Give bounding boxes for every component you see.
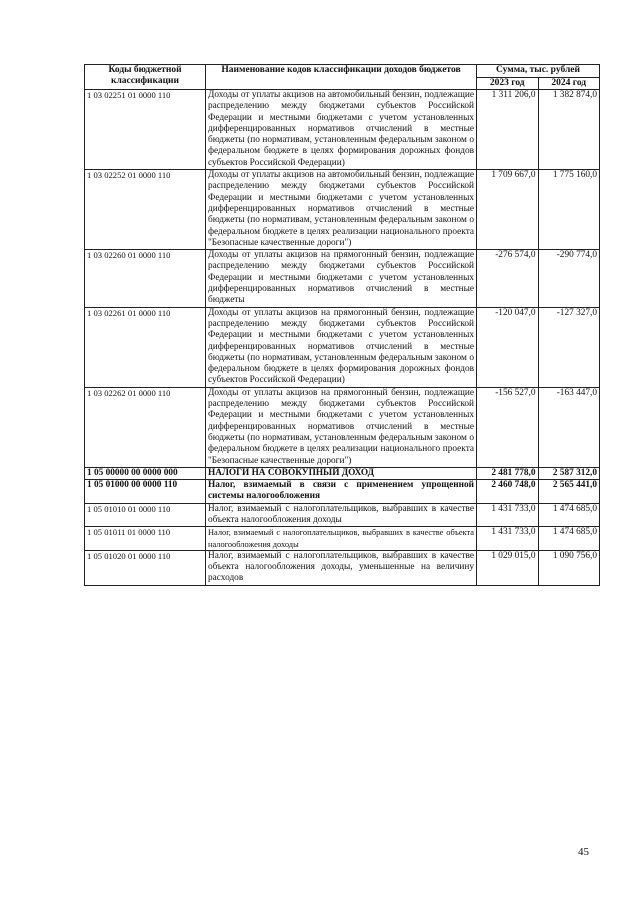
- row-name: НАЛОГИ НА СОВОКУПНЫЙ ДОХОД: [206, 467, 477, 479]
- row-code: 1 03 02260 01 0000 110: [85, 250, 206, 307]
- row-value-2023: 2 481 778,0: [477, 467, 539, 479]
- row-value-2024: 1 775 160,0: [538, 170, 600, 250]
- row-value-2023: -156 527,0: [477, 387, 539, 467]
- row-name: Налог, взимаемый с налогоплательщиков, выбравших в качестве объекта налогообложения доходы, уменьшенные на величину расходов: [206, 550, 477, 585]
- row-code: 1 03 02251 01 0000 110: [85, 90, 206, 170]
- row-value-2024: 2 565 441,0: [538, 480, 600, 504]
- table-row: [85, 387, 600, 467]
- row-name: Налог, взимаемый с налогоплательщиков, выбравших в качестве объекта налогообложения доходы: [206, 503, 477, 527]
- row-value-2023: -276 574,0: [477, 250, 539, 307]
- header-sum: Сумма, тыс. рублей: [477, 65, 600, 78]
- row-value-2024: 1 474 685,0: [538, 527, 600, 551]
- row-value-2024: -163 447,0: [538, 387, 600, 467]
- table-row: [85, 503, 600, 527]
- table-row: [85, 307, 600, 387]
- header-codes: Коды бюджетной классификации: [85, 65, 206, 90]
- row-name: Доходы от уплаты акцизов на прямогонный бензин, подлежащие распределению между бюджетами субъектов Российской Федерации и местными бюджетами с учетом установленных дифференцированных нормативов отчислений в местные бюджеты (по нормативам, установленным федеральным законом о федеральном бюджете в целях формирования дорожных фондов субъектов Российской Федерации): [206, 307, 477, 387]
- row-value-2023: -120 047,0: [477, 307, 539, 387]
- budget-document: [84, 64, 600, 586]
- table-row: [85, 250, 600, 307]
- row-name: Доходы от уплаты акцизов на автомобильный бензин, подлежащие распределению между бюджетами субъектов Российской Федерации и местными бюджетами с учетом установленных дифференцированных нормативов отчислений в местные бюджеты (по нормативам, установленным федеральным законом о федеральном бюджете в целях реализации национального проекта "Безопасные качественные дороги"): [206, 170, 477, 250]
- row-value-2023: 1 311 206,0: [477, 90, 539, 170]
- table-row: [85, 550, 600, 585]
- table-row: [85, 170, 600, 250]
- row-value-2023: 1 431 733,0: [477, 527, 539, 551]
- page-number: 45: [578, 846, 589, 858]
- table-row: [85, 90, 600, 170]
- row-value-2023: 1 029 015,0: [477, 550, 539, 585]
- row-name: Доходы от уплаты акцизов на прямогонный бензин, подлежащие распределению между бюджетами субъектов Российской Федерации и местными бюджетами с учетом установленных дифференцированных нормативов отчислений в местные бюджеты (по нормативам, установленным федеральным законом о федеральном бюджете в целях реализации национального проекта "Безопасные качественные дороги"): [206, 387, 477, 467]
- row-value-2024: -290 774,0: [538, 250, 600, 307]
- row-name: Налог, взимаемый в связи с применением упрощенной системы налогообложения: [206, 480, 477, 504]
- table-row-section: [85, 467, 600, 479]
- row-code: 1 03 02262 01 0000 110: [85, 387, 206, 467]
- row-code: 1 05 01011 01 0000 110: [85, 527, 206, 551]
- row-name: Доходы от уплаты акцизов на автомобильный бензин, подлежащие распределению между бюджетами субъектов Российской Федерации и местными бюджетами с учетом установленных дифференцированных нормативов отчислений в местные бюджеты (по нормативам, установленным федеральным законом о федеральном бюджете в целях формирования дорожных фондов субъектов Российской Федерации): [206, 90, 477, 170]
- row-name: Налог, взимаемый с налогоплательщиков, выбравших в качестве объекта налогообложения доходы: [206, 527, 477, 551]
- row-value-2024: 2 587 312,0: [538, 467, 600, 479]
- row-name: Доходы от уплаты акцизов на прямогонный бензин, подлежащие распределению между бюджетами субъектов Российской Федерации и местными бюджетами с учетом установленных дифференцированных нормативов отчислений в местные бюджеты: [206, 250, 477, 307]
- header-year-2023: 2023 год: [477, 78, 539, 90]
- row-code: 1 05 01020 01 0000 110: [85, 550, 206, 585]
- row-value-2024: 1 090 756,0: [538, 550, 600, 585]
- row-value-2024: 1 382 874,0: [538, 90, 600, 170]
- row-code: 1 05 01000 00 0000 110: [85, 480, 206, 504]
- row-code: 1 03 02252 01 0000 110: [85, 170, 206, 250]
- row-code: 1 03 02261 01 0000 110: [85, 307, 206, 387]
- table-row: [85, 527, 600, 551]
- table-row-subsection: [85, 480, 600, 504]
- header-year-2024: 2024 год: [538, 78, 600, 90]
- row-value-2023: 1 709 667,0: [477, 170, 539, 250]
- row-code: 1 05 00000 00 0000 000: [85, 467, 206, 479]
- row-code: 1 05 01010 01 0000 110: [85, 503, 206, 527]
- row-value-2023: 2 460 748,0: [477, 480, 539, 504]
- header-names: Наименование кодов классификации доходов бюджетов: [206, 65, 477, 90]
- budget-table: [84, 64, 600, 586]
- row-value-2023: 1 431 733,0: [477, 503, 539, 527]
- row-value-2024: 1 474 685,0: [538, 503, 600, 527]
- row-value-2024: -127 327,0: [538, 307, 600, 387]
